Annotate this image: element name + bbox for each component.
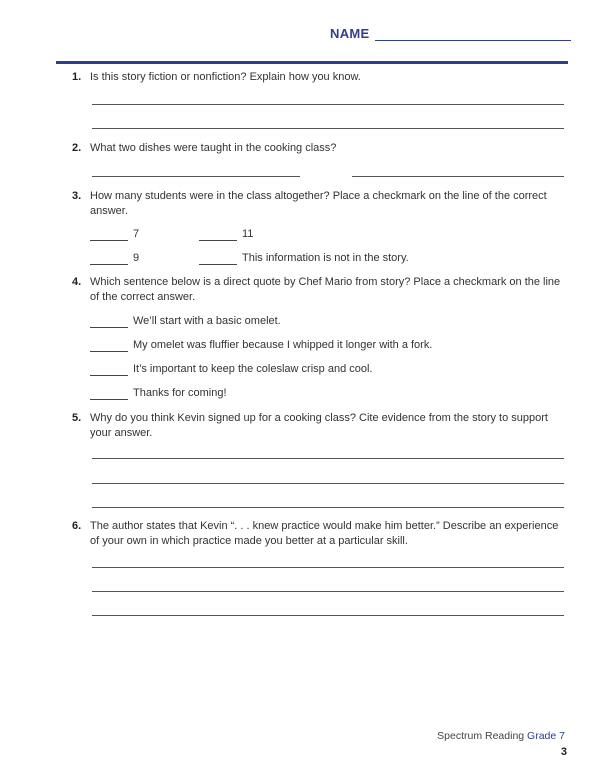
answer-line[interactable]: [92, 507, 564, 508]
question-5: [72, 411, 562, 441]
checkmark-blank[interactable]: [199, 229, 237, 241]
checkmark-blank[interactable]: [90, 388, 128, 400]
option-label: We’ll start with a basic omelet.: [133, 315, 281, 327]
option-label: This information is not in the story.: [242, 252, 409, 264]
question-4: [72, 275, 562, 305]
question-number: 5.: [72, 412, 82, 424]
checkmark-blank[interactable]: [90, 229, 128, 241]
answer-line[interactable]: [92, 591, 564, 592]
answer-line[interactable]: [92, 567, 564, 568]
question-text: How many students were in the class altogether? Place a checkmark on the line of the correct answer.: [90, 190, 547, 217]
option-label: My omelet was fluffier because I whipped it longer with a fork.: [133, 339, 433, 351]
answer-line[interactable]: [92, 483, 564, 484]
question-text: Is this story fiction or nonfiction? Explain how you know.: [90, 71, 361, 83]
option[interactable]: [90, 362, 372, 376]
question-text: What two dishes were taught in the cooking class?: [90, 142, 337, 154]
answer-line[interactable]: [92, 615, 564, 616]
checkmark-blank[interactable]: [90, 316, 128, 328]
answer-line[interactable]: [92, 176, 300, 177]
checkmark-blank[interactable]: [199, 253, 237, 265]
footer-series: [437, 730, 565, 742]
option[interactable]: [90, 314, 281, 328]
option[interactable]: [199, 227, 253, 241]
option-label: 11: [242, 228, 254, 240]
option[interactable]: [199, 251, 409, 265]
question-number: 3.: [72, 190, 82, 202]
question-number: 2.: [72, 142, 82, 154]
option-label: It’s important to keep the coleslaw crisp and cool.: [133, 363, 373, 375]
option-label: 9: [133, 252, 140, 264]
question-3: [72, 189, 562, 219]
option-label: 7: [133, 228, 140, 240]
name-label: NAME: [330, 26, 370, 41]
grade-label: Grade 7: [527, 730, 565, 742]
name-header: [330, 26, 571, 41]
answer-line[interactable]: [92, 458, 564, 459]
question-text: The author states that Kevin “. . . knew practice would make him better.” Describe an experience of your own in which practice made you better at a particular skill.: [90, 520, 559, 547]
question-number: 6.: [72, 520, 82, 532]
option-label: Thanks for coming!: [133, 387, 227, 399]
question-6: [72, 519, 562, 549]
question-number: 4.: [72, 276, 82, 288]
question-text: Why do you think Kevin signed up for a cooking class? Cite evidence from the story to support your answer.: [90, 412, 548, 439]
answer-line[interactable]: [352, 176, 564, 177]
question-2: [72, 141, 562, 156]
name-field[interactable]: [375, 30, 571, 41]
answer-line[interactable]: [92, 128, 564, 129]
page-number: 3: [560, 746, 567, 758]
option[interactable]: [90, 227, 139, 241]
option[interactable]: [90, 386, 227, 400]
question-number: 1.: [72, 71, 82, 83]
option[interactable]: [90, 338, 432, 352]
question-1: [72, 70, 562, 85]
header-rule: [56, 61, 568, 64]
checkmark-blank[interactable]: [90, 340, 128, 352]
checkmark-blank[interactable]: [90, 253, 128, 265]
option[interactable]: [90, 251, 139, 265]
answer-line[interactable]: [92, 104, 564, 105]
question-text: Which sentence below is a direct quote by Chef Mario from story? Place a checkmark on the line of the correct answer.: [90, 276, 561, 303]
checkmark-blank[interactable]: [90, 364, 128, 376]
series-name: Spectrum Reading: [437, 730, 525, 742]
